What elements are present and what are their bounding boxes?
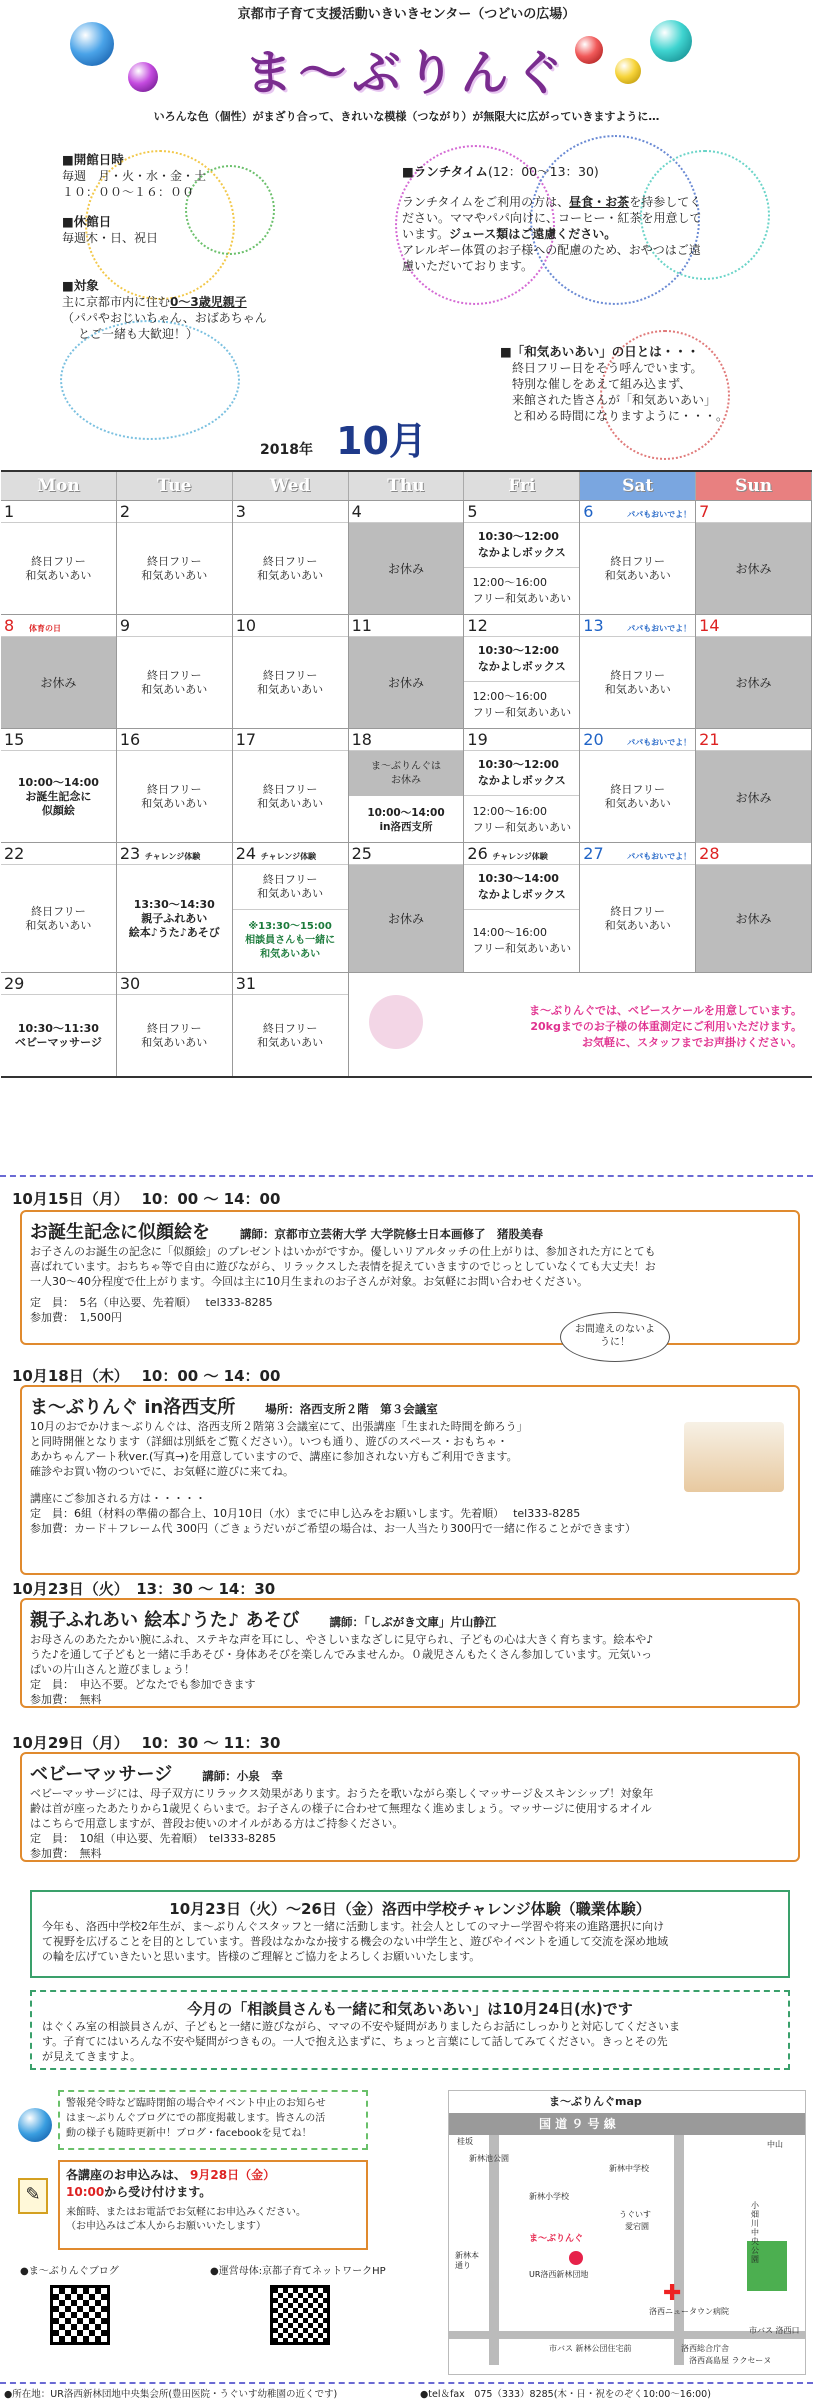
speech-bubble: お間違えのないように！ xyxy=(560,1312,670,1362)
event-text: お子さんのお誕生の記念に「似顔絵」のプレゼントはいかがですか。優しいリアルタッチの仕上がりは、参加された方にとても xyxy=(30,1245,656,1258)
challenge-text: て視野を広げることを目的としています。普段はなかなか接する機会のない中学生と、遊びやイベントを通して交流を深め地域 xyxy=(42,1935,669,1948)
event-date: 10月29日（月） 10：30 ～ 11：30 xyxy=(12,1734,281,1752)
month: 10月 xyxy=(336,419,427,463)
event-fee: 参加費：カード＋フレーム代 300円（ごきょうだいがご希望の場合は、お一人当たり300円で一緒に作ることができます） xyxy=(30,1522,637,1535)
map-label: 洛西高島屋 ラクセーヌ xyxy=(689,2356,772,2365)
event-fee: 参加費： 1,500円 xyxy=(30,1311,122,1324)
challenge-text: の輪を広げていきたいと思います。皆様のご理解とご協力をよろしくお願いいたします。 xyxy=(42,1950,481,1963)
event-text: お母さんのあたたかい腕にふれ、ステキな声を耳にし、やさしいまなざしに見守られ、子どもの心は大きく育ちます。絵本や♪ xyxy=(30,1633,654,1646)
scale-line-2: 20kgまでのお子様の体重測定にご利用いただけます。 xyxy=(530,1020,802,1033)
event-fee: 参加費： 無料 xyxy=(30,1693,102,1706)
event-title: お誕生記念に似顔絵を xyxy=(30,1222,210,1243)
event-date: 10月15日（月） 10：00 ～ 14：00 xyxy=(12,1190,281,1208)
day-tue: Tue xyxy=(117,472,233,500)
divider xyxy=(0,1175,813,1177)
event-box xyxy=(20,1752,800,1862)
organization-name: 京都市子育て支援活動いきいきセンター（つどいの広場） xyxy=(237,7,576,22)
lunch-line-5: 慮いただいております。 xyxy=(402,259,534,273)
map-title: ま～ぶりんぐmap xyxy=(549,2095,642,2108)
day-sat: Sat xyxy=(580,472,696,500)
event-box xyxy=(20,1385,800,1575)
map-label: 洛西ニュータウン病院 xyxy=(649,2307,729,2316)
map-road: 国 道 ９ 号 線 xyxy=(539,2117,616,2131)
calendar-day: 6 パパもおいでよ！ 終日フリー 和気あいあい xyxy=(580,501,696,614)
map-label: 中山 xyxy=(767,2140,783,2149)
open-days: 毎週 月・火・水・金・土 xyxy=(62,169,207,183)
calendar-day: 13 パパもおいでよ！ 終日フリー 和気あいあい xyxy=(580,615,696,728)
calendar-day: 4 お休み xyxy=(349,501,465,614)
challenge-title: 10月23日（火）～26日（金）洛西中学校チャレンジ体験（職業体験） xyxy=(169,1900,651,1918)
target-line-3: とご一緒も大歓迎！） xyxy=(78,327,199,341)
year: 2018年 xyxy=(260,442,313,458)
calendar-day: 23 チャレンジ体験 13:30～14:30 親子ふれあい 絵本♪うた♪あそび xyxy=(117,843,233,972)
event-title: 親子ふれあい 絵本♪うた♪ あそび xyxy=(30,1610,300,1631)
baby-scale-icon xyxy=(369,995,423,1049)
day-wed: Wed xyxy=(233,472,349,500)
scale-line-1: ま～ぶりんぐでは、ベビースケールを用意しています。 xyxy=(529,1004,802,1017)
target-heading: ■対象 xyxy=(62,278,99,293)
calendar-week xyxy=(1,500,812,614)
calendar-day: 8 体育の日 お休み xyxy=(1,615,117,728)
calendar-week xyxy=(1,972,812,1078)
apply-line-4: （お申込みはご本人からお願いいたします） xyxy=(66,2221,266,2232)
lunch-line-4: アレルギー体質のお子様への配慮のため、おやつはご遠 xyxy=(402,243,701,257)
calendar-day: 22 終日フリー 和気あいあい xyxy=(1,843,117,972)
calendar-week xyxy=(1,728,812,842)
calendar-day: 3 終日フリー 和気あいあい xyxy=(233,501,349,614)
map-label: 洛西総合庁舎 xyxy=(681,2344,729,2353)
map-label: ま～ぶりんぐ xyxy=(529,2234,584,2244)
calendar-day: 11 お休み xyxy=(349,615,465,728)
info-right xyxy=(402,162,762,274)
event-text: 齢は首が座ったあたりから1歳児くらいまで。お子さんの様子に合わせて無理なく進めましょう。マッサージに使用するオイル xyxy=(30,1802,652,1815)
blog-qr-icon[interactable] xyxy=(50,2285,110,2345)
footer-tel: ●tel＆fax 075（333）8285(木・日・祝をのぞく10:00～16:00) xyxy=(420,2389,711,2400)
memo-icon: ✎ xyxy=(18,2178,48,2214)
map-label: 新林本通り xyxy=(455,2251,479,2270)
event-capacity: 定 員：6組（材料の準備の都合上、10月10日（水）までに申し込みをお願いします。先着順） tel333-8285 xyxy=(30,1507,581,1520)
calendar-day: 16 終日フリー 和気あいあい xyxy=(117,729,233,843)
access-map xyxy=(448,2090,806,2375)
event-date: 10月23日（火） 13：30 ～ 14：30 xyxy=(12,1580,276,1598)
map-label: 愛宕園 xyxy=(625,2222,649,2231)
facebook-qr-icon[interactable] xyxy=(270,2285,330,2345)
aiai-line-3: 来館された皆さんが「和気あいあい」 xyxy=(512,393,717,407)
info-left xyxy=(62,150,382,342)
event-text: うた♪を通して子どもと一緒に手あそび・身体あそびを楽しんでみませんか。０歳児さんもたくさん参加しています。元気いっ xyxy=(30,1648,653,1661)
event-title: ベビーマッサージ xyxy=(30,1764,173,1785)
apply-line-3: 来館時、またはお電話でお気軽にお申込みください。 xyxy=(66,2207,306,2218)
event-text: 喜ばれています。おちちゃ等で自由に遊びながら、リラックスした表情を捉えていきますのでじっとしていなくても大丈夫！お xyxy=(30,1260,656,1273)
tagline: いろんな色（個性）がまざり合って、きれいな模様（つながり）が無限大に広がっていきますように… xyxy=(153,110,660,123)
calendar-day: 10 終日フリー 和気あいあい xyxy=(233,615,349,728)
target-line-1: 主に京都市内に住む0～3歳児親子 xyxy=(62,295,247,309)
map-label: 新林池公園 xyxy=(469,2154,509,2163)
challenge-text: 今年も、洛西中学校2年生が、ま～ぶりんぐスタッフと一緒に活動します。社会人としてのマナー学習や将来の進路選択に向け xyxy=(42,1920,665,1933)
event-sub: 講座にご参加される方は・・・・・ xyxy=(30,1492,206,1505)
event-text: と同時開催となります（詳細は別紙をご覧ください）。いつも通り、遊びのスペース・おもちゃ・ xyxy=(30,1435,508,1448)
calendar-day: 26 チャレンジ体験 10:30～14:00 なかよしボックス 14:00～16:00 フリー和気あいあい xyxy=(464,843,580,972)
event-capacity: 定 員： 申込不要。どなたでも参加できます xyxy=(30,1678,256,1691)
calendar-day: 15 10:00～14:00 お誕生記念に 似顔絵 xyxy=(1,729,117,843)
event-text: ぱいの片山さんと遊びましょう！ xyxy=(30,1663,195,1676)
lunch-line-2: ださい。ママやパパ向けに、コーヒー・紅茶を用意して xyxy=(402,211,702,225)
calendar-day: 30 終日フリー 和気あいあい xyxy=(117,973,233,1076)
lunch-line-1: ランチタイムをご利用の方は、昼食・お茶を持参してく xyxy=(402,195,702,209)
facebook-label: ●運営母体:京都子育てネットワークHP xyxy=(210,2266,386,2277)
open-heading: ■開館日時 xyxy=(62,152,124,167)
calendar-day: 25 お休み xyxy=(349,843,465,972)
scale-line-3: お気軽に、スタッフまでお声掛けください。 xyxy=(581,1036,802,1049)
event-text: ベビーマッサージには、母子双方にリラックス効果があります。おうたを歌いながら楽しくマッサージ＆スキンシップ！対象年 xyxy=(30,1787,654,1800)
aiai-line-1: 終日フリー日をそう呼んでいます。 xyxy=(512,361,703,375)
map-label: 桂坂 xyxy=(457,2137,473,2146)
page-title: ま～ぶりんぐ xyxy=(244,45,569,101)
calendar-day: 17 終日フリー 和気あいあい xyxy=(233,729,349,843)
event-text: 10月のおでかけま～ぶりんぐは、洛西支所２階第３会議室にて、出張講座「生まれた時間を飾ろう」 xyxy=(30,1420,528,1433)
calendar-day: 1 終日フリー 和気あいあい xyxy=(1,501,117,614)
calendar-day: 27 パパもおいでよ！ 終日フリー 和気あいあい xyxy=(580,843,696,972)
event-capacity: 定 員： 10組（申込要、先着順） tel333-8285 xyxy=(30,1832,277,1845)
calendar-week xyxy=(1,842,812,972)
aiai-info xyxy=(500,342,790,424)
calendar-day: 7 お休み xyxy=(696,501,812,614)
weather-notice: 警報発令時など臨時閉館の場合やイベント中止のお知らせ はま～ぶりんぐブログにでの都度掲載します。皆さんの活 動の様子も随時更新中！ブログ・facebookを見てね！ xyxy=(58,2090,368,2150)
calendar-day: 18 ま～ぶりんぐは お休み 10:00～14:00 in洛西支所 xyxy=(349,729,465,843)
event-date: 10月18日（木） 10：00 ～ 14：00 xyxy=(12,1367,281,1385)
day-thu: Thu xyxy=(349,472,465,500)
day-mon: Mon xyxy=(1,472,117,500)
aiai-heading: ■「和気あいあい」の日とは・・・ xyxy=(500,344,700,359)
closed-days: 毎週木・日、祝日 xyxy=(62,231,159,245)
map-label: 小畑川 中央公園 xyxy=(751,2201,759,2264)
event-box xyxy=(20,1598,800,1708)
event-lecturer: 講師：小泉 幸 xyxy=(202,1769,283,1783)
event-lecturer: 講師：京都市立芸術大学 大学院修士日本画修了 猪股美春 xyxy=(240,1227,544,1241)
calendar-day: 5 10:30～12:00 なかよしボックス 12:00～16:00 フリー和気あいあい xyxy=(464,501,580,614)
event-fee: 参加費： 無料 xyxy=(30,1847,102,1860)
consult-title: 今月の「相談員さんも一緒に和気あいあい」は10月24日(水)です xyxy=(187,2000,633,2018)
calendar-day: 14 お休み xyxy=(696,615,812,728)
closed-heading: ■休館日 xyxy=(62,214,112,229)
calendar-day-header xyxy=(1,472,812,500)
calendar-day: 19 10:30～12:00 なかよしボックス 12:00～16:00 フリー和気あいあい xyxy=(464,729,580,843)
month-heading xyxy=(260,410,427,465)
open-time: １０：００～１６：００ xyxy=(62,185,195,199)
map-label: 市バス 洛西口 xyxy=(749,2326,800,2335)
calendar-day: 20 パパもおいでよ！ 終日フリー 和気あいあい xyxy=(580,729,696,843)
lunch-heading: ■ランチタイム(12：00～13：30) xyxy=(402,164,599,179)
map-label: うぐいす xyxy=(619,2210,651,2219)
calendar-day: 9 終日フリー 和気あいあい xyxy=(117,615,233,728)
calendar-day: 24 チャレンジ体験 終日フリー 和気あいあい ※13:30～15:00 相談員さんも一緒に 和気あいあい xyxy=(233,843,349,972)
lunch-line-3: います。ジュース類はご遠慮ください。 xyxy=(402,227,617,241)
day-fri: Fri xyxy=(464,472,580,500)
event-text: あかちゃんアート秋ver.(写真→)を用意していますので、講座に参加されない方もご利用できます。 xyxy=(30,1450,518,1463)
map-label: 新林中学校 xyxy=(609,2164,649,2173)
target-line-2: （パパやおじいちゃん、おばあちゃん xyxy=(62,311,267,325)
consult-box xyxy=(30,1990,790,2070)
consult-text: が見えてきますよ。 xyxy=(42,2050,141,2063)
event-title: ま～ぶりんぐ in洛西支所 xyxy=(30,1397,236,1418)
blog-label: ●ま～ぶりんぐブログ xyxy=(20,2266,119,2277)
calendar-day: 31 終日フリー 和気あいあい xyxy=(233,973,349,1076)
footer-address: ●所在地：UR洛西新林団地中央集会所(豊田医院・うぐいす幼稚園の近くです) xyxy=(4,2389,338,2400)
event-text: はこちらで用意しますが、普段お使いのオイルがある方はご持参ください。 xyxy=(30,1817,404,1830)
apply-line-2: 10:00から受け付けます。 xyxy=(66,2185,212,2199)
map-label: UR洛西新林団地 xyxy=(529,2270,589,2279)
event-place: 場所：洛西支所２階 第３会議室 xyxy=(265,1402,438,1416)
calendar-day: 2 終日フリー 和気あいあい xyxy=(117,501,233,614)
event-box xyxy=(20,1210,800,1345)
event-capacity: 定 員： 5名（申込要、先着順） tel333-8285 xyxy=(30,1296,273,1309)
calendar xyxy=(1,470,812,1078)
calendar-day: 28 お休み xyxy=(696,843,812,972)
aiai-line-2: 特別な催しをあえて組み込まず、 xyxy=(512,377,692,391)
challenge-box xyxy=(30,1890,790,1978)
calendar-week xyxy=(1,614,812,728)
art-photo xyxy=(684,1422,784,1492)
footer-bar xyxy=(0,2382,813,2384)
calendar-day: 29 10:30～11:30 ベビーマッサージ xyxy=(1,973,117,1076)
calendar-day: 12 10:30～12:00 なかよしボックス 12:00～16:00 フリー和気あいあい xyxy=(464,615,580,728)
consult-text: す。子育てにはいろんな不安や疑問がつきもの。一人で抱え込まずに、ちょっと言葉にして話してみてください。きっとその先 xyxy=(42,2035,668,2048)
aiai-line-4: と和める時間になりますように・・・。 xyxy=(512,409,729,423)
baby-scale-note xyxy=(349,973,812,1076)
map-label: 市バス 新林公団住宅前 xyxy=(549,2344,632,2353)
location-pin-icon xyxy=(569,2251,583,2265)
calendar-day: 21 お休み xyxy=(696,729,812,843)
globe-icon xyxy=(18,2108,52,2142)
apply-line-1: 各講座のお申込みは、 9月28日（金） xyxy=(66,2168,276,2182)
hospital-icon: ✚ xyxy=(663,2281,682,2306)
consult-text: はぐくみ室の相談員さんが、子どもと一緒に遊びながら、ママの不安や疑問がありましたらお話にしっかりと対応してくださいま xyxy=(42,2020,680,2033)
event-lecturer: 講師：「しぶがき文庫」片山静江 xyxy=(329,1615,497,1629)
event-text: 確診やお買い物のついでに、お気軽に遊びに来てね。 xyxy=(30,1465,294,1478)
event-text: 一人30～40分程度で仕上がります。今回は主に10月生まれのお子さんが対象。お気軽にお問い合わせください。 xyxy=(30,1275,589,1288)
map-label: 新林小学校 xyxy=(529,2192,569,2201)
day-sun: Sun xyxy=(696,472,812,500)
apply-notice xyxy=(58,2160,368,2250)
